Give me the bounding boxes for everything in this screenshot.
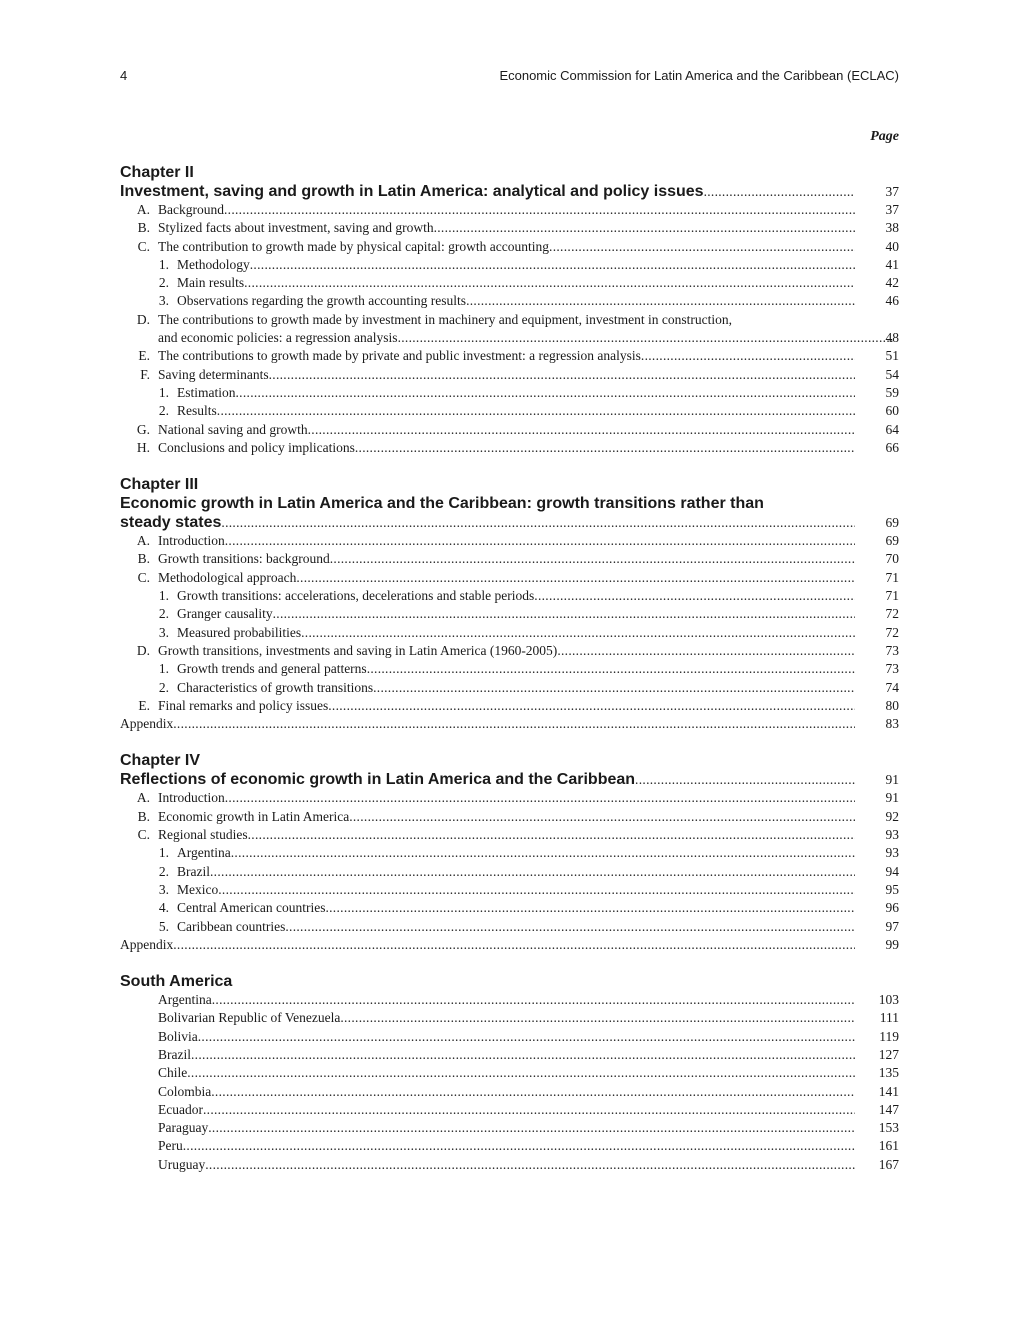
chapter-3-title-line-2: steady states [120, 514, 222, 532]
entry-number: 5. [158, 918, 169, 934]
entry-title: Brazil [177, 863, 210, 879]
entry-number: 2. [158, 679, 169, 695]
entry-number: 4. [158, 900, 169, 916]
entry-title: Methodological approach [158, 569, 297, 585]
chapter-4-title: Reflections of economic growth in Latin America and the Caribbean [120, 771, 636, 789]
entry-title: Methodology [177, 256, 250, 272]
entry-title: Observations regarding the growth accounting results [177, 293, 467, 309]
dot-leader [173, 715, 855, 733]
entry-title: Economic growth in Latin America [158, 808, 350, 824]
entry-title: Growth transitions: background [158, 551, 330, 567]
entry-number: H. [136, 439, 150, 455]
dot-leader [308, 421, 855, 439]
entry-number: 2. [158, 606, 169, 622]
toc-entry[interactable] [120, 402, 899, 420]
entry-page: 135 [878, 1065, 899, 1081]
chapter-3-label: Chapter III [120, 476, 199, 494]
entry-title: Chile [158, 1065, 188, 1081]
entry-title: National saving and growth [158, 421, 308, 437]
dot-leader [273, 605, 855, 623]
toc-entry[interactable] [120, 789, 899, 807]
dot-leader [434, 219, 855, 237]
toc-entry[interactable] [120, 697, 899, 715]
toc-entry[interactable] [120, 660, 899, 678]
entry-title: Mexico [177, 881, 219, 897]
entry-number: A. [136, 790, 150, 806]
entry-number: 1. [158, 384, 169, 400]
toc-entry[interactable] [120, 256, 899, 274]
entry-number: 1. [158, 256, 169, 272]
chapter-4-label: Chapter IV [120, 752, 201, 770]
dot-leader [269, 366, 855, 384]
entry-page: 153 [878, 1120, 899, 1136]
dot-leader [398, 329, 893, 347]
toc-entry[interactable] [120, 587, 899, 605]
entry-number: 1. [158, 588, 169, 604]
toc-entry[interactable] [120, 918, 899, 936]
entry-number: F. [140, 366, 150, 382]
entry-page: 96 [885, 900, 899, 916]
entry-page: 94 [885, 863, 899, 879]
dot-leader [296, 569, 855, 587]
dot-leader [225, 789, 855, 807]
south-america-label: South America [120, 973, 233, 991]
dot-leader [208, 1119, 855, 1137]
entry-number: E. [138, 348, 150, 364]
entry-number: 2. [158, 275, 169, 291]
entry-title: Estimation [177, 384, 236, 400]
toc-entry[interactable] [120, 238, 899, 256]
entry-page: 64 [885, 421, 899, 437]
dot-leader [211, 1083, 855, 1101]
dot-leader [203, 1101, 855, 1119]
entry-number: B. [137, 220, 150, 236]
dot-leader [244, 274, 855, 292]
dot-leader [340, 1009, 855, 1027]
running-head: Economic Commission for Latin America and the Caribbean (ECLAC) [499, 68, 899, 83]
toc-entry[interactable] [120, 1009, 899, 1027]
dot-leader [325, 899, 855, 917]
entry-page: 119 [879, 1028, 899, 1044]
toc-entry[interactable] [120, 347, 899, 365]
entry-title: Paraguay [158, 1120, 209, 1136]
chapter-4-page: 91 [885, 772, 899, 788]
entry-title: Regional studies [158, 827, 248, 843]
chapter-3-page: 69 [885, 514, 899, 530]
toc-entry[interactable] [120, 201, 899, 219]
chapter-4-title-entry[interactable] [120, 770, 899, 789]
entry-page: 41 [885, 256, 899, 272]
entry-page: 92 [885, 808, 899, 824]
entry-page: 80 [885, 697, 899, 713]
entry-page: 127 [878, 1046, 899, 1062]
dot-leader [173, 936, 855, 954]
entry-number: 3. [158, 624, 169, 640]
entry-title: Final remarks and policy issues [158, 697, 329, 713]
entry-page: 60 [885, 403, 899, 419]
dot-leader [250, 256, 855, 274]
entry-number: E. [138, 697, 150, 713]
entry-title: Saving determinants [158, 366, 269, 382]
page-column-label: Page [870, 129, 899, 144]
entry-title: Brazil [158, 1046, 191, 1062]
entry-title: Caribbean countries [177, 918, 286, 934]
toc-entry[interactable] [120, 1046, 899, 1064]
entry-page: 95 [885, 881, 899, 897]
entry-page: 51 [885, 348, 899, 364]
toc-entry[interactable] [120, 219, 899, 237]
entry-page: 71 [885, 569, 899, 585]
entry-page: 42 [885, 275, 899, 291]
entry-page: 40 [885, 238, 899, 254]
dot-leader [191, 1046, 855, 1064]
entry-title: Bolivia [158, 1028, 198, 1044]
entry-title: Introduction [158, 533, 225, 549]
entry-page: 37 [885, 202, 899, 217]
entry-number: C. [137, 569, 150, 585]
dot-leader [330, 550, 855, 568]
entry-title: Granger causality [177, 606, 273, 622]
dot-leader [236, 384, 856, 402]
toc-entry[interactable] [120, 844, 899, 862]
chapter-3-title-entry[interactable] [120, 494, 899, 532]
toc-entry[interactable] [120, 366, 899, 384]
dot-leader [217, 402, 855, 420]
entry-page: 71 [885, 588, 899, 604]
entry-number: D. [136, 311, 150, 327]
dot-leader [557, 642, 855, 660]
chapter-3-section [120, 476, 899, 733]
entry-title: Growth transitions: accelerations, decelerations and stable periods [177, 588, 535, 604]
chapter-4-section [120, 752, 899, 954]
entry-title: Background [158, 202, 224, 217]
dot-leader [355, 439, 855, 457]
toc-entry[interactable] [120, 605, 899, 623]
entry-page: 99 [885, 936, 899, 952]
toc-entry[interactable] [120, 624, 899, 642]
entry-page: 167 [878, 1156, 899, 1172]
entry-number: B. [137, 551, 150, 567]
dot-leader [221, 513, 855, 532]
entry-page: 141 [878, 1083, 899, 1099]
dot-leader [218, 881, 855, 899]
entry-number: 2. [158, 863, 169, 879]
dot-leader [231, 844, 855, 862]
toc-entry[interactable] [120, 1137, 899, 1155]
entry-title: Argentina [158, 992, 212, 1008]
table-of-contents [120, 164, 899, 1193]
entry-title: The contributions to growth made by private and public investment: a regression analysis [158, 348, 641, 364]
entry-title: Results [177, 403, 217, 419]
entry-page: 72 [885, 624, 899, 640]
south-america-section [120, 973, 899, 1174]
toc-entry[interactable] [120, 826, 899, 844]
chapter-2-title: Investment, saving and growth in Latin America: analytical and policy issues [120, 183, 704, 200]
toc-entry[interactable] [120, 532, 899, 550]
page-number: 4 [120, 68, 128, 83]
dot-leader [187, 1064, 855, 1082]
dot-leader [225, 532, 855, 550]
dot-leader [635, 770, 855, 789]
dot-leader [285, 918, 855, 936]
entry-title: Central American countries [177, 900, 326, 916]
entry-title: Conclusions and policy implications [158, 439, 355, 455]
entry-title: Appendix [120, 936, 174, 952]
entry-title: Colombia [158, 1083, 212, 1099]
toc-entry[interactable] [120, 899, 899, 917]
entry-title: Argentina [177, 845, 231, 861]
chapter-2-page: 37 [885, 183, 899, 199]
entry-title: Growth trends and general patterns [177, 661, 367, 677]
toc-entry[interactable] [120, 991, 899, 1009]
entry-title: Peru [158, 1138, 183, 1154]
entry-number: 1. [158, 845, 169, 861]
entry-title: Main results [177, 275, 245, 291]
toc-entry-appendix[interactable] [120, 936, 899, 954]
entry-page: 70 [885, 551, 899, 567]
chapter-2-title-entry[interactable] [120, 182, 899, 201]
entry-page: 72 [885, 606, 899, 622]
entry-number: A. [136, 533, 150, 549]
toc-entry[interactable] [120, 292, 899, 310]
entry-page: 161 [878, 1138, 899, 1154]
entry-page: 69 [885, 533, 899, 549]
entry-title-continued: and economic policies: a regression analysis [158, 330, 398, 346]
dot-leader [248, 826, 855, 844]
dot-leader [549, 238, 855, 256]
toc-entry[interactable] [120, 808, 899, 826]
chapter-3-title-line-1: Economic growth in Latin America and the Caribbean: growth transitions rather than [120, 495, 764, 513]
toc-entry[interactable] [120, 1119, 899, 1137]
entry-number: B. [137, 808, 150, 824]
entry-number: D. [136, 642, 150, 658]
toc-entry[interactable] [120, 863, 899, 881]
entry-title: Appendix [120, 716, 174, 732]
entry-number: A. [136, 202, 150, 217]
chapter-2-section [120, 164, 899, 457]
entry-page: 66 [885, 439, 899, 455]
entry-page: 97 [885, 918, 899, 934]
dot-leader [210, 863, 855, 881]
toc-entry[interactable] [120, 311, 899, 348]
dot-leader [349, 808, 855, 826]
entry-page: 93 [885, 845, 899, 861]
entry-page: 111 [879, 1010, 899, 1026]
entry-title: Growth transitions, investments and saving in Latin America (1960-2005) [158, 642, 558, 658]
entry-number: 1. [158, 661, 169, 677]
entry-number: 3. [158, 293, 169, 309]
dot-leader [212, 991, 855, 1009]
entry-page: 74 [885, 679, 899, 695]
entry-title: The contributions to growth made by investment in machinery and equipment, investment in construction, [158, 311, 733, 327]
entry-page: 103 [878, 992, 899, 1008]
entry-number: C. [137, 827, 150, 843]
entry-page: 91 [885, 790, 899, 806]
entry-page: 73 [885, 642, 899, 658]
toc-entry[interactable] [120, 642, 899, 660]
dot-leader [224, 201, 855, 219]
dot-leader [704, 182, 855, 201]
dot-leader [198, 1028, 855, 1046]
chapter-2-label: Chapter II [120, 164, 194, 181]
toc-entry[interactable] [120, 1064, 899, 1082]
toc-entry-appendix[interactable] [120, 715, 899, 733]
dot-leader [301, 624, 855, 642]
dot-leader [183, 1137, 855, 1155]
dot-leader [466, 292, 855, 310]
dot-leader [328, 697, 855, 715]
dot-leader [205, 1156, 855, 1174]
toc-entry[interactable] [120, 1028, 899, 1046]
entry-title: Stylized facts about investment, saving and growth [158, 220, 434, 236]
entry-title: Introduction [158, 790, 225, 806]
entry-page: 54 [885, 366, 899, 382]
dot-leader [641, 347, 855, 365]
dot-leader [534, 587, 855, 605]
entry-number: 3. [158, 881, 169, 897]
toc-entry[interactable] [120, 1156, 899, 1174]
entry-title: Measured probabilities [177, 624, 302, 640]
toc-entry[interactable] [120, 384, 899, 402]
entry-page: 38 [885, 220, 899, 236]
entry-page: 83 [885, 716, 899, 732]
toc-entry[interactable] [120, 439, 899, 457]
toc-entry[interactable] [120, 550, 899, 568]
entry-title: Bolivarian Republic of Venezuela [158, 1010, 341, 1026]
entry-title: Uruguay [158, 1156, 206, 1172]
entry-page: 59 [885, 384, 899, 400]
entry-title: The contribution to growth made by physical capital: growth accounting [158, 238, 550, 254]
toc-entry[interactable] [120, 421, 899, 439]
entry-number: G. [136, 421, 150, 437]
entry-number: 2. [158, 403, 169, 419]
entry-title: Characteristics of growth transitions [177, 679, 374, 695]
entry-page: 48 [885, 330, 899, 346]
entry-page: 73 [885, 661, 899, 677]
toc-entry[interactable] [120, 569, 899, 587]
entry-page: 46 [885, 293, 899, 309]
dot-leader [373, 679, 855, 697]
entry-number: C. [137, 238, 150, 254]
toc-entry[interactable] [120, 1083, 899, 1101]
entry-title: Ecuador [158, 1101, 203, 1117]
entry-page: 147 [878, 1101, 899, 1117]
toc-entry[interactable] [120, 1101, 899, 1119]
toc-entry[interactable] [120, 881, 899, 899]
toc-entry[interactable] [120, 274, 899, 292]
toc-entry[interactable] [120, 679, 899, 697]
dot-leader [367, 660, 855, 678]
entry-page: 93 [885, 827, 899, 843]
